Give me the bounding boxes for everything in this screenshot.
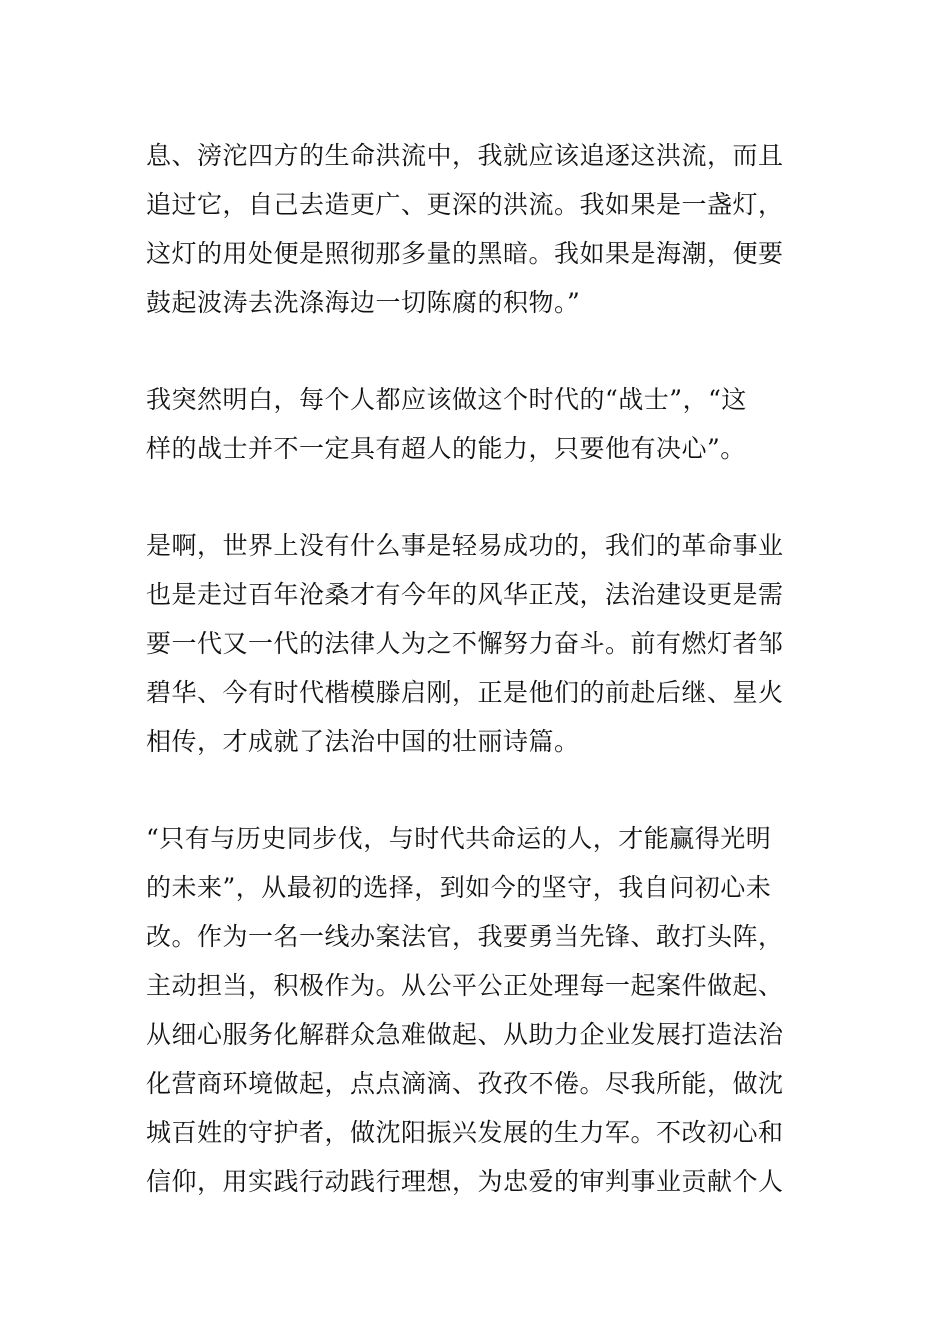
text-line: 化营商环境做起，点点滴滴、孜孜不倦。尽我所能，做沈: [146, 1069, 784, 1098]
text-line: 的未来”，从最初的选择，到如今的坚守，我自问初心未: [146, 873, 772, 902]
text-line: 也是走过百年沧桑才有今年的风华正茂，法治建设更是需: [146, 580, 784, 609]
text-line: 碧华、今有时代楷模滕启刚，正是他们的前赴后继、星火: [146, 678, 784, 707]
text-line: 我突然明白，每个人都应该做这个时代的“战士”，“这: [146, 385, 747, 414]
text-line: 追过它，自己去造更广、更深的洪流。我如果是一盏灯，: [146, 190, 784, 219]
text-line: 样的战士并不一定具有超人的能力，只要他有决心”。: [146, 434, 746, 463]
text-line: 鼓起波涛去洗涤海边一切陈腐的积物。”: [146, 288, 581, 317]
paragraph-1: [146, 131, 806, 327]
paragraph-3: [146, 521, 806, 766]
text-line: 城百姓的守护者，做沈阳振兴发展的生力军。不改初心和: [146, 1118, 784, 1147]
text-line: 相传，才成就了法治中国的壮丽诗篇。: [146, 727, 580, 756]
document-body: [146, 131, 806, 1254]
text-line: 从细心服务化解群众急难做起、从助力企业发展打造法治: [146, 1020, 784, 1049]
text-line: 息、滂沱四方的生命洪流中，我就应该追逐这洪流，而且: [146, 141, 784, 170]
text-line: 这灯的用处便是照彻那多量的黑暗。我如果是海潮，便要: [146, 239, 784, 268]
text-line: 主动担当，积极作为。从公平公正处理每一起案件做起、: [146, 971, 784, 1000]
text-line: 信仰，用实践行动践行理想，为忠爱的审判事业贡献个人: [146, 1167, 784, 1196]
text-line: 是啊，世界上没有什么事是轻易成功的，我们的革命事业: [146, 531, 784, 560]
text-line: 改。作为一名一线办案法官，我要勇当先锋、敢打头阵，: [146, 922, 784, 951]
text-line: 要一代又一代的法律人为之不懈努力奋斗。前有燃灯者邹: [146, 629, 784, 658]
paragraph-2: [146, 375, 806, 473]
text-line: “只有与历史同步伐，与时代共命运的人，才能赢得光明: [146, 824, 772, 853]
paragraph-4: [146, 814, 806, 1206]
